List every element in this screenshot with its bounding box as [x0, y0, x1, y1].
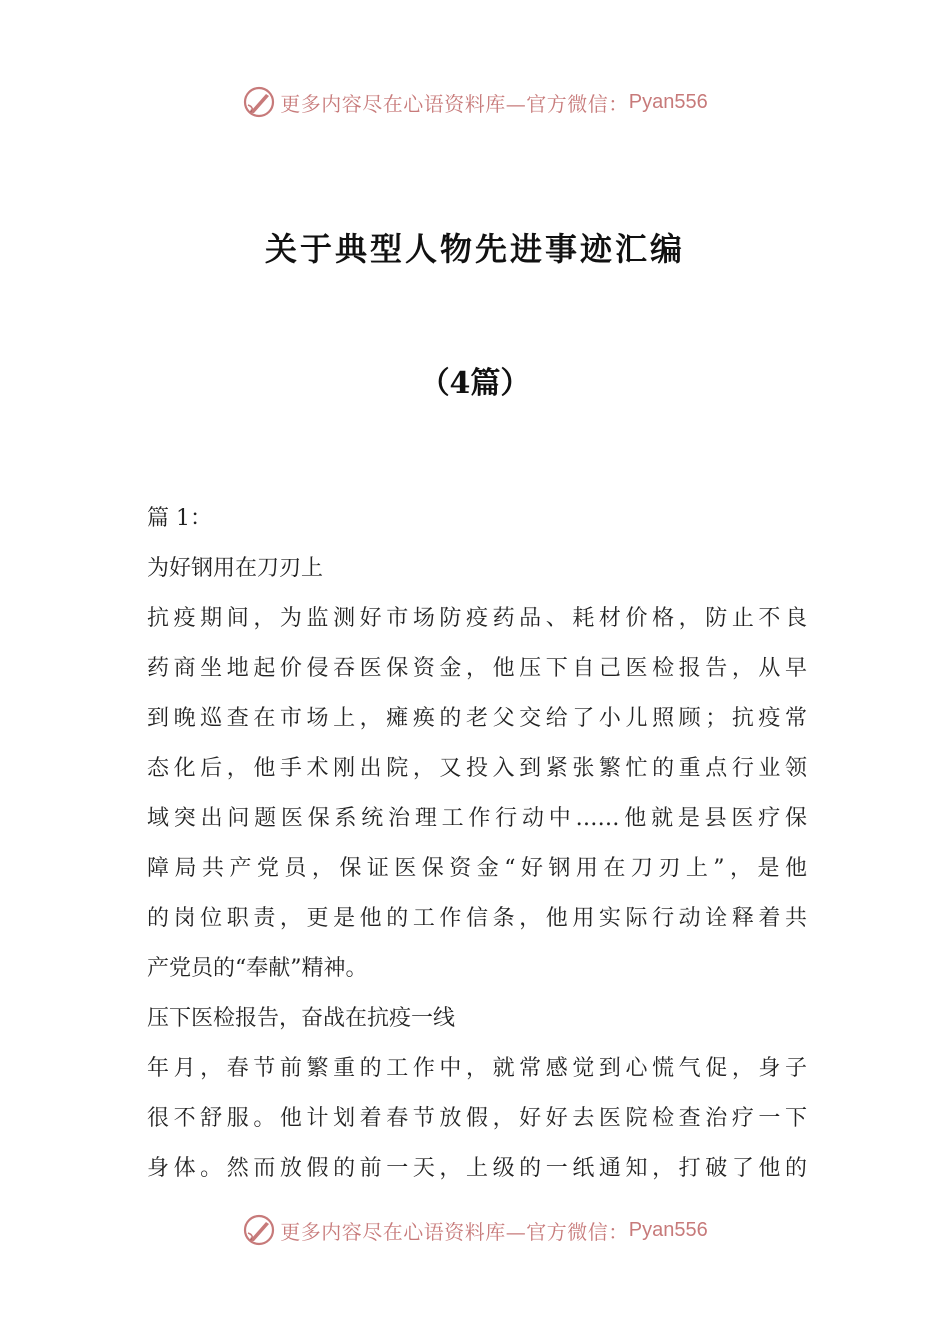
paragraph-line: 年月，春节前繁重的工作中，就常感觉到心慌气促，身子 — [147, 1056, 807, 1081]
paragraph-line: 抗疫期间，为监测好市场防疫药品、耗材价格，防止不良 — [147, 606, 807, 631]
paragraph-line: 域突出问题医保系统治理工作行动中……他就是县医疗保 — [147, 806, 807, 831]
document-body — [147, 494, 807, 1194]
paragraph-line: 到晚巡查在市场上，瘫痪的老父交给了小儿照顾；抗疫常 — [147, 706, 807, 731]
paragraph-line: 障局共产党员，保证医保资金“好钢用在刀刃上”，是他 — [147, 856, 807, 881]
wechat-id: Pyan556 — [628, 1218, 708, 1241]
paragraph-line: 的岗位职责，更是他的工作信条，他用实际行动诠释着共 — [147, 906, 807, 931]
paragraph-line: 很不舒服。他计划着春节放假，好好去医院检查治疗一下 — [147, 1106, 807, 1131]
quill-logo-icon — [242, 85, 276, 119]
document-subtitle: （4篇） — [419, 366, 531, 401]
header-banner — [0, 82, 950, 122]
document-title: 关于典型人物先进事迹汇编 — [264, 230, 685, 268]
section-heading: 为好钢用在刀刃上 — [147, 556, 324, 581]
paragraph-line: 态化后，他手术刚出院，又投入到紧张繁忙的重点行业领 — [147, 756, 807, 781]
paragraph-line: 产党员的“奉献”精神。 — [147, 956, 368, 981]
paragraph-line: 药商坐地起价侵吞医保资金，他压下自己医检报告，从早 — [147, 656, 807, 681]
section-label: 篇 1： — [147, 506, 212, 531]
wechat-id: Pyan556 — [628, 90, 708, 113]
banner-text: 更多内容尽在心语资料库—官方微信： — [280, 1219, 629, 1244]
footer-banner — [0, 1210, 950, 1250]
paragraph-line: 身体。然而放假的前一天，上级的一纸通知，打破了他的 — [147, 1156, 807, 1181]
banner-text: 更多内容尽在心语资料库—官方微信： — [280, 91, 629, 116]
subsection-heading: 压下医检报告，奋战在抗疫一线 — [147, 1006, 456, 1031]
quill-logo-icon — [242, 1213, 276, 1247]
